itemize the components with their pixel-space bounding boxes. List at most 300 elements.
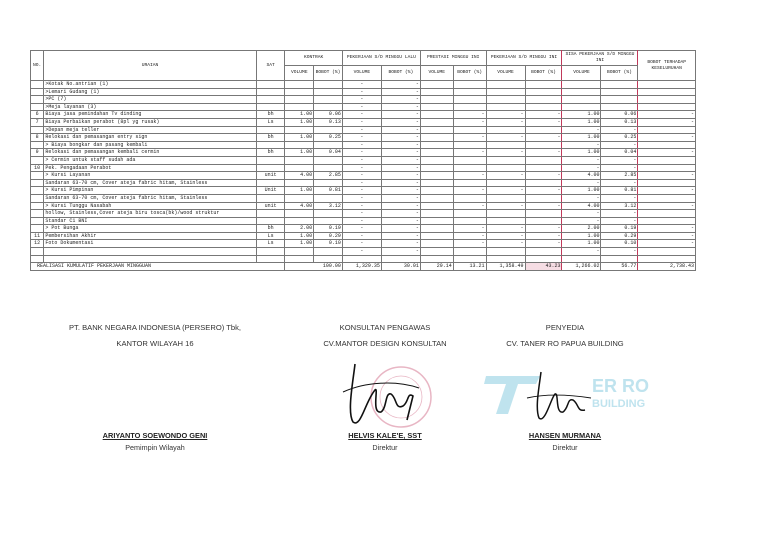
row-lalu-bobot: - <box>381 149 420 157</box>
row-sisa-volume: - <box>562 156 601 164</box>
row-sdini-bobot: - <box>525 172 562 180</box>
row-lalu-volume: - <box>342 232 381 240</box>
row-sdini-bobot: - <box>525 111 562 119</box>
row-ini-volume <box>420 149 453 157</box>
table-row <box>31 217 696 225</box>
row-kontrak-bobot: 0.10 <box>314 240 343 248</box>
row-sdini-bobot: - <box>525 225 562 233</box>
row-kontrak-volume: 1.00 <box>285 187 314 195</box>
row-uraian: >Lemari Gudang (1) <box>44 88 256 96</box>
row-sdini-bobot: - <box>525 187 562 195</box>
row-ini-volume <box>420 202 453 210</box>
total-ini-bobot: 13.21 <box>453 263 486 271</box>
table-row <box>31 134 696 142</box>
row-no <box>31 141 44 149</box>
table-row <box>31 232 696 240</box>
table-row <box>31 187 696 195</box>
row-sat: unit <box>256 172 285 180</box>
table-row <box>31 240 696 248</box>
penyedia-signatory <box>470 431 660 452</box>
row-ini-volume <box>420 88 453 96</box>
total-sdini-bobot: 43.23 <box>525 263 562 271</box>
row-lalu-bobot: - <box>381 240 420 248</box>
sdini-volume-header: VOLUME <box>486 66 525 81</box>
row-uraian: > Kursi Tunggu Nasabah <box>44 202 256 210</box>
row-sdini-volume: - <box>486 172 525 180</box>
row-sisa-volume: 1.00 <box>562 187 601 195</box>
row-uraian: Relokasi dan pemasangan kembali cermin <box>44 149 256 157</box>
total-lalu-volume: 1,329.35 <box>342 263 381 271</box>
row-sisa-volume: 2.00 <box>562 225 601 233</box>
row-kontrak-volume <box>285 96 314 104</box>
row-sat <box>256 88 285 96</box>
row-sisa-bobot <box>601 103 638 111</box>
row-ini-bobot <box>453 126 486 134</box>
row-sisa-volume <box>562 103 601 111</box>
row-lalu-bobot: - <box>381 232 420 240</box>
row-bobot-terhadap: - <box>638 240 696 248</box>
progress-table-container <box>30 50 696 271</box>
row-kontrak-volume: 4.00 <box>285 202 314 210</box>
bank-signatory-name: ARIYANTO SOEWONDO GENI <box>102 431 208 440</box>
row-sat: bh <box>256 111 285 119</box>
row-kontrak-bobot <box>314 103 343 111</box>
row-sisa-volume: - <box>562 164 601 172</box>
row-sat: Ls <box>256 240 285 248</box>
row-kontrak-volume <box>285 88 314 96</box>
row-lalu-bobot: - <box>381 81 420 89</box>
row-lalu-volume: - <box>342 217 381 225</box>
konsultan-signatory-name: HELVIS KALE'E, SST <box>348 431 422 440</box>
signature-block-penyedia <box>470 323 660 348</box>
row-ini-bobot <box>453 217 486 225</box>
row-lalu-bobot <box>381 255 420 263</box>
table-row <box>31 149 696 157</box>
row-sdini-volume: - <box>486 232 525 240</box>
row-sat <box>256 103 285 111</box>
row-lalu-volume: - <box>342 164 381 172</box>
row-sdini-volume <box>486 217 525 225</box>
row-bobot-terhadap <box>638 179 696 187</box>
row-no <box>31 156 44 164</box>
row-ini-bobot: - <box>453 240 486 248</box>
row-kontrak-volume: 2.00 <box>285 225 314 233</box>
kontrak-volume-header: VOLUME <box>285 66 314 81</box>
row-sisa-bobot: 0.06 <box>601 111 638 119</box>
row-uraian: Relokasi dan pemasangan entry sign <box>44 134 256 142</box>
row-no <box>31 248 44 256</box>
row-uraian: > Cermin untuk staff sudah ada <box>44 156 256 164</box>
row-ini-bobot: - <box>453 118 486 126</box>
row-kontrak-volume: 1.00 <box>285 134 314 142</box>
row-sdini-volume <box>486 210 525 218</box>
row-sdini-bobot <box>525 248 562 256</box>
row-ini-bobot <box>453 81 486 89</box>
row-ini-bobot <box>453 194 486 202</box>
row-kontrak-bobot <box>314 248 343 256</box>
row-lalu-volume: - <box>342 179 381 187</box>
row-ini-bobot: - <box>453 172 486 180</box>
row-sdini-volume: - <box>486 225 525 233</box>
row-lalu-volume: - <box>342 81 381 89</box>
row-sat <box>256 96 285 104</box>
total-row <box>31 263 696 271</box>
row-sat <box>256 179 285 187</box>
penyedia-org-line1: PENYEDIA <box>545 323 585 332</box>
row-lalu-bobot: - <box>381 210 420 218</box>
total-label: REALISASI KUMULATIF PEKERJAAN MINGGUAN <box>31 263 285 271</box>
row-sisa-volume: 4.00 <box>562 202 601 210</box>
row-lalu-bobot: - <box>381 172 420 180</box>
row-sdini-bobot <box>525 210 562 218</box>
row-kontrak-volume <box>285 217 314 225</box>
row-bobot-terhadap <box>638 248 696 256</box>
row-ini-volume <box>420 248 453 256</box>
row-kontrak-bobot: 2.85 <box>314 172 343 180</box>
row-ini-bobot <box>453 141 486 149</box>
total-bobot-terhadap: 2,738.43 <box>638 263 696 271</box>
row-sisa-bobot <box>601 255 638 263</box>
row-lalu-bobot: - <box>381 141 420 149</box>
total-kontrak: 100.00 <box>285 263 342 271</box>
row-lalu-bobot: - <box>381 202 420 210</box>
row-sdini-volume: - <box>486 240 525 248</box>
row-sisa-bobot: - <box>601 210 638 218</box>
row-kontrak-bobot <box>314 255 343 263</box>
col-no-header: NO. <box>31 51 44 81</box>
row-kontrak-bobot: 3.12 <box>314 202 343 210</box>
konsultan-signature-icon <box>350 364 413 423</box>
konsultan-stamp-and-signature <box>335 352 445 442</box>
row-sisa-bobot: 0.04 <box>601 149 638 157</box>
row-sat: bh <box>256 149 285 157</box>
row-uraian: > Pot Bunga <box>44 225 256 233</box>
row-kontrak-bobot: 0.29 <box>314 232 343 240</box>
row-uraian: >Kotak No.antrian (1) <box>44 81 256 89</box>
row-lalu-volume: - <box>342 149 381 157</box>
col-uraian-header: URAIAN <box>44 51 256 81</box>
row-sat <box>256 141 285 149</box>
row-lalu-volume: - <box>342 202 381 210</box>
row-no <box>31 96 44 104</box>
row-sdini-volume: - <box>486 202 525 210</box>
row-sdini-bobot <box>525 194 562 202</box>
row-sisa-bobot: - <box>601 179 638 187</box>
row-sdini-bobot <box>525 217 562 225</box>
table-row <box>31 248 696 256</box>
row-uraian: Pek. Pengadaan Perabot <box>44 164 256 172</box>
row-sdini-volume <box>486 103 525 111</box>
row-sisa-bobot: - <box>601 156 638 164</box>
row-lalu-volume: - <box>342 194 381 202</box>
row-ini-volume <box>420 179 453 187</box>
row-sisa-volume <box>562 255 601 263</box>
row-lalu-bobot: - <box>381 111 420 119</box>
row-bobot-terhadap <box>638 164 696 172</box>
row-kontrak-bobot <box>314 217 343 225</box>
row-sisa-volume: 1.00 <box>562 118 601 126</box>
row-sdini-volume: - <box>486 149 525 157</box>
row-uraian: Foto Dokumentasi <box>44 240 256 248</box>
row-uraian: >Depan meja teller <box>44 126 256 134</box>
ini-volume-header: VOLUME <box>420 66 453 81</box>
row-kontrak-volume: 1.00 <box>285 240 314 248</box>
progress-table <box>30 50 696 271</box>
row-kontrak-volume: 1.00 <box>285 118 314 126</box>
row-ini-bobot <box>453 248 486 256</box>
row-sdini-bobot: - <box>525 202 562 210</box>
row-sisa-volume: 1.00 <box>562 232 601 240</box>
col-lalu-header: PEKERJAAN S/D MINGGU LALU <box>342 51 420 66</box>
row-kontrak-bobot <box>314 210 343 218</box>
total-sdini-volume: 1,358.49 <box>486 263 525 271</box>
row-bobot-terhadap <box>638 126 696 134</box>
row-ini-volume <box>420 217 453 225</box>
penyedia-signatory-name: HANSEN MURMANA <box>528 431 602 440</box>
row-sdini-volume <box>486 179 525 187</box>
row-sdini-bobot <box>525 103 562 111</box>
row-lalu-bobot: - <box>381 156 420 164</box>
row-sisa-bobot: 0.25 <box>601 134 638 142</box>
row-ini-volume <box>420 187 453 195</box>
row-no: 12 <box>31 240 44 248</box>
row-kontrak-volume: 1.00 <box>285 111 314 119</box>
row-lalu-volume: - <box>342 126 381 134</box>
bank-signatory-role: Pemimpin Wilayah <box>125 443 185 452</box>
row-sat <box>256 255 285 263</box>
row-bobot-terhadap: - <box>638 111 696 119</box>
row-lalu-bobot: - <box>381 118 420 126</box>
penyedia-logo-subtext: BUILDING <box>592 398 646 410</box>
row-sisa-bobot: 2.85 <box>601 172 638 180</box>
row-lalu-bobot: - <box>381 179 420 187</box>
kontrak-bobot-header: BOBOT (%) <box>314 66 343 81</box>
row-kontrak-bobot <box>314 179 343 187</box>
total-lalu-bobot: 30.01 <box>381 263 420 271</box>
row-kontrak-bobot <box>314 156 343 164</box>
row-kontrak-bobot: 0.04 <box>314 149 343 157</box>
row-lalu-volume: - <box>342 172 381 180</box>
table-row <box>31 202 696 210</box>
row-kontrak-volume <box>285 126 314 134</box>
row-kontrak-volume <box>285 103 314 111</box>
table-row <box>31 172 696 180</box>
row-sdini-bobot <box>525 81 562 89</box>
table-row <box>31 194 696 202</box>
row-ini-volume <box>420 172 453 180</box>
row-sisa-bobot: - <box>601 248 638 256</box>
row-ini-volume <box>420 232 453 240</box>
row-uraian: Biaya Perbaikan perabot (8pl yg rusak) <box>44 118 256 126</box>
row-sisa-volume: - <box>562 194 601 202</box>
row-uraian: > Kursi Layanan <box>44 172 256 180</box>
row-sisa-volume <box>562 96 601 104</box>
row-ini-bobot <box>453 210 486 218</box>
row-kontrak-bobot <box>314 141 343 149</box>
row-sdini-bobot: - <box>525 240 562 248</box>
table-row <box>31 164 696 172</box>
row-ini-volume <box>420 164 453 172</box>
row-lalu-bobot: - <box>381 134 420 142</box>
row-kontrak-bobot: 0.06 <box>314 111 343 119</box>
row-sat <box>256 164 285 172</box>
row-bobot-terhadap: - <box>638 225 696 233</box>
table-row <box>31 88 696 96</box>
row-uraian: > Kursi Pimpinan <box>44 187 256 195</box>
konsultan-signatory <box>285 431 485 452</box>
row-ini-bobot <box>453 96 486 104</box>
row-sisa-volume: 4.00 <box>562 172 601 180</box>
row-lalu-volume: - <box>342 96 381 104</box>
row-ini-bobot: - <box>453 149 486 157</box>
row-sisa-volume: 1.00 <box>562 111 601 119</box>
row-sisa-volume <box>562 81 601 89</box>
row-sisa-bobot: 0.13 <box>601 118 638 126</box>
row-bobot-terhadap <box>638 217 696 225</box>
row-kontrak-bobot: 0.19 <box>314 225 343 233</box>
table-row <box>31 255 696 263</box>
row-kontrak-volume <box>285 164 314 172</box>
sdini-bobot-header: BOBOT (%) <box>525 66 562 81</box>
row-ini-bobot: - <box>453 202 486 210</box>
row-uraian: Sandaran 63-70 cm, Cover ateja fabric hitam, Stainless <box>44 179 256 187</box>
row-sisa-volume <box>562 88 601 96</box>
col-bobot-terhadap-header: BOBOT TERHADAP KESELURUHAN <box>638 51 696 81</box>
row-kontrak-bobot <box>314 164 343 172</box>
table-row <box>31 81 696 89</box>
row-ini-volume <box>420 134 453 142</box>
row-no <box>31 172 44 180</box>
sisa-volume-header: VOLUME <box>562 66 601 81</box>
row-uraian: >PC (7) <box>44 96 256 104</box>
row-sdini-volume <box>486 88 525 96</box>
bank-signatory <box>40 431 270 452</box>
row-sisa-bobot: 3.12 <box>601 202 638 210</box>
row-sisa-bobot: - <box>601 217 638 225</box>
row-sisa-volume: 1.00 <box>562 149 601 157</box>
row-sdini-volume <box>486 156 525 164</box>
row-sisa-bobot <box>601 96 638 104</box>
row-sdini-volume: - <box>486 187 525 195</box>
row-no <box>31 81 44 89</box>
row-sat <box>256 194 285 202</box>
row-no <box>31 179 44 187</box>
row-no <box>31 88 44 96</box>
row-ini-volume <box>420 81 453 89</box>
row-no <box>31 202 44 210</box>
row-ini-volume <box>420 141 453 149</box>
row-ini-bobot <box>453 156 486 164</box>
row-bobot-terhadap <box>638 156 696 164</box>
table-row <box>31 179 696 187</box>
penyedia-signatory-role: Direktur <box>552 443 578 452</box>
row-sdini-volume: - <box>486 134 525 142</box>
table-row <box>31 126 696 134</box>
row-uraian <box>44 255 256 263</box>
row-kontrak-volume <box>285 81 314 89</box>
row-lalu-volume: - <box>342 187 381 195</box>
row-sisa-volume: 1.00 <box>562 134 601 142</box>
row-sat: unit <box>256 202 285 210</box>
row-sisa-bobot: - <box>601 194 638 202</box>
row-bobot-terhadap <box>638 88 696 96</box>
bank-org-line2: KANTOR WILAYAH 16 <box>116 339 194 348</box>
row-lalu-bobot: - <box>381 103 420 111</box>
row-bobot-terhadap: - <box>638 187 696 195</box>
row-no: 11 <box>31 232 44 240</box>
row-sat <box>256 210 285 218</box>
row-lalu-bobot: - <box>381 187 420 195</box>
row-no: 6 <box>31 111 44 119</box>
row-sdini-bobot <box>525 88 562 96</box>
row-uraian: Standar C1 BNI <box>44 217 256 225</box>
row-lalu-bobot: - <box>381 248 420 256</box>
row-sisa-volume: - <box>562 217 601 225</box>
row-lalu-bobot: - <box>381 217 420 225</box>
row-sisa-volume: - <box>562 248 601 256</box>
row-bobot-terhadap <box>638 81 696 89</box>
row-lalu-bobot: - <box>381 194 420 202</box>
row-kontrak-volume: 4.00 <box>285 172 314 180</box>
row-lalu-volume: - <box>342 134 381 142</box>
row-no <box>31 103 44 111</box>
table-row <box>31 210 696 218</box>
row-ini-volume <box>420 255 453 263</box>
row-lalu-volume <box>342 255 381 263</box>
table-row <box>31 111 696 119</box>
konsultan-signatory-role: Direktur <box>372 443 398 452</box>
row-kontrak-volume <box>285 156 314 164</box>
row-lalu-volume: - <box>342 248 381 256</box>
row-kontrak-volume <box>285 248 314 256</box>
row-ini-volume <box>420 126 453 134</box>
row-uraian: Pembersihan Akhir <box>44 232 256 240</box>
row-uraian: >Meja layanan (3) <box>44 103 256 111</box>
row-sdini-bobot <box>525 141 562 149</box>
row-sdini-volume <box>486 126 525 134</box>
row-sisa-volume: - <box>562 179 601 187</box>
row-sat: Unit <box>256 187 285 195</box>
row-sat: Ls <box>256 118 285 126</box>
row-lalu-volume: - <box>342 88 381 96</box>
row-lalu-bobot: - <box>381 164 420 172</box>
row-lalu-bobot: - <box>381 126 420 134</box>
row-bobot-terhadap: - <box>638 172 696 180</box>
row-ini-bobot: - <box>453 187 486 195</box>
row-lalu-bobot: - <box>381 88 420 96</box>
row-sdini-bobot <box>525 96 562 104</box>
row-sisa-bobot <box>601 88 638 96</box>
row-bobot-terhadap: - <box>638 149 696 157</box>
row-kontrak-volume: 1.00 <box>285 232 314 240</box>
row-sdini-volume <box>486 255 525 263</box>
total-ini-volume: 29.14 <box>420 263 453 271</box>
row-lalu-volume: - <box>342 240 381 248</box>
row-sdini-volume: - <box>486 118 525 126</box>
row-kontrak-bobot <box>314 126 343 134</box>
row-sisa-bobot: 0.29 <box>601 232 638 240</box>
row-sisa-bobot: - <box>601 141 638 149</box>
row-lalu-volume: - <box>342 156 381 164</box>
row-uraian: > Biaya bongkar dan pasang kembali <box>44 141 256 149</box>
row-kontrak-volume <box>285 210 314 218</box>
ini-bobot-header: BOBOT (%) <box>453 66 486 81</box>
table-body <box>31 81 696 263</box>
row-kontrak-volume <box>285 179 314 187</box>
row-sat <box>256 248 285 256</box>
row-sdini-volume <box>486 164 525 172</box>
table-row <box>31 156 696 164</box>
